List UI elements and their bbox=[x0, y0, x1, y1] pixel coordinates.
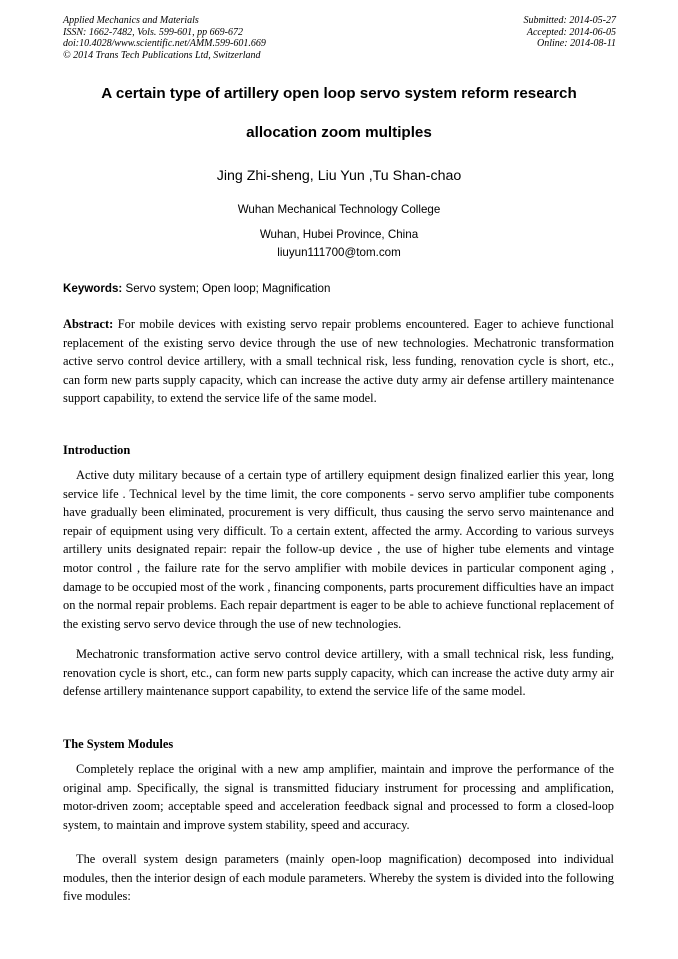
submitted-date: Submitted: 2014-05-27 bbox=[523, 15, 616, 26]
title-line-2: allocation zoom multiples bbox=[246, 124, 432, 141]
paper-title bbox=[63, 84, 615, 162]
affiliation-email: liuyun111700@tom.com bbox=[277, 246, 401, 259]
authors: Jing Zhi-sheng, Liu Yun ,Tu Shan-chao bbox=[216, 168, 462, 184]
keywords-label: Keywords: bbox=[63, 282, 123, 295]
affiliation-location: Wuhan, Hubei Province, China bbox=[259, 228, 419, 241]
abstract bbox=[63, 315, 614, 408]
journal-doi: doi:10.4028/www.scientific.net/AMM.599-601.669 bbox=[63, 38, 266, 50]
system-modules-paragraph-1: Completely replace the original with a new amp amplifier, maintain and improve the performance of the original amp. Specifically, the signal is transmitted fiduciary instrument for processing and amplification, motor-driven zoom; acceptable speed and acceleration feedback signal and processed to form a closed-loop system, to maintain and improve system stability, speed and accuracy. bbox=[63, 762, 614, 832]
system-modules-paragraph-2: The overall system design parameters (mainly open-loop magnification) decomposed into individual modules, then the interior design of each module parameters. Whereby the system is divided into the following five modules: bbox=[63, 852, 614, 904]
keywords bbox=[63, 282, 330, 295]
title-line-1: A certain type of artillery open loop servo system reform research bbox=[101, 85, 577, 102]
journal-name: Applied Mechanics and Materials bbox=[63, 15, 199, 26]
journal-info bbox=[63, 15, 266, 61]
abstract-label: Abstract: bbox=[63, 317, 114, 331]
system-modules-heading: The System Modules bbox=[63, 737, 174, 751]
publication-dates bbox=[524, 15, 617, 50]
abstract-text: For mobile devices with existing servo repair problems encountered. Eager to achieve functional replacement of the existing servo device through the use of new technologies. Mechatronic transformation active servo control device artillery, with a small technical risk, less funding, renovation cycle is short, etc., can form new parts supply capacity, which can increase the active duty army air defense artillery maintenance support capability, to extend the service life of the same model. bbox=[63, 317, 614, 406]
journal-copyright: © 2014 Trans Tech Publications Ltd, Switzerland bbox=[63, 49, 261, 61]
journal-issn: ISSN: 1662-7482, Vols. 599-601, pp 669-672 bbox=[63, 26, 243, 38]
keywords-text: Servo system; Open loop; Magnification bbox=[122, 282, 331, 295]
affiliation-institution: Wuhan Mechanical Technology College bbox=[237, 203, 441, 216]
accepted-date: Accepted: 2014-06-05 bbox=[526, 26, 616, 38]
introduction-paragraph-2: Mechatronic transformation active servo control device artillery, with a small technical risk, less funding, renovation cycle is short, etc., can form new parts supply capacity, which can increase the active duty army air defense artillery maintenance support capability, to extend the service life of the same model. bbox=[63, 647, 614, 699]
online-date: Online: 2014-08-11 bbox=[537, 38, 616, 50]
introduction-paragraph-1: Active duty military because of a certain type of artillery equipment design finalized earlier this year, long service life . Technical level by the time limit, the core components - servo servo amplifier tube components have gradually been eliminated, procurement is very difficult, thus causing the servo servo maintenance and repair of equipment using very difficult. To a certain extent, affected the army. According to various surveys artillery units designated repair: repair the follow-up device , the use of higher tube elements and vintage motor control , the failure rate for the servo amplifier with mobile devices in particular component aging , damage to be occupied most of the work , financing components, parts procurement difficulties have an impact on the normal repair problems. Each repair department is eager to be able to achieve functional replacement of the existing servo servo device through the use of new technologies. bbox=[63, 468, 614, 631]
introduction-heading: Introduction bbox=[63, 443, 131, 457]
